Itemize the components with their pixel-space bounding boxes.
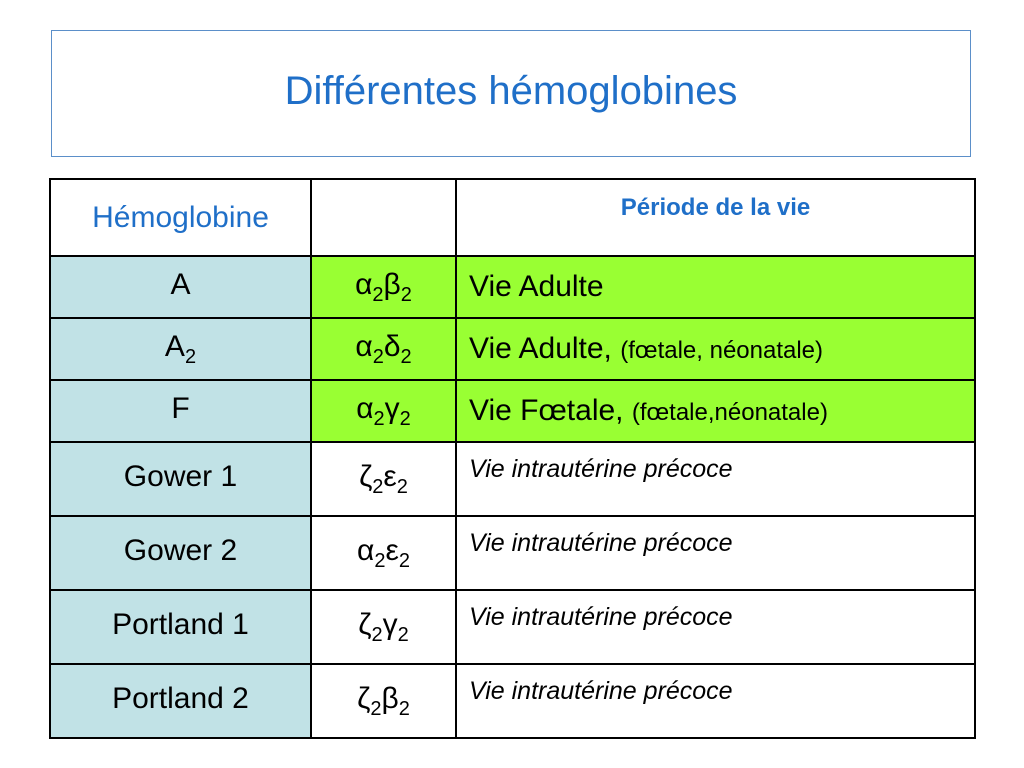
table-row xyxy=(50,664,975,738)
life-period: Vie Fœtale, (fœtale,néonatale) xyxy=(456,380,975,442)
hemoglobin-name: Portland 1 xyxy=(50,590,311,664)
life-period: Vie Adulte, (fœtale, néonatale) xyxy=(456,318,975,380)
hemoglobin-name: $A_2$ xyxy=(50,318,311,380)
globin-formula: $\alpha_2\gamma_2$ xyxy=(311,380,456,442)
header-empty xyxy=(311,179,456,256)
hemoglobin-name: Gower 2 xyxy=(50,516,311,590)
table-row xyxy=(50,256,975,318)
globin-formula: $\alpha_2\beta_2$ xyxy=(311,256,456,318)
life-period: Vie intrautérine précoce xyxy=(456,442,975,516)
table-row xyxy=(50,590,975,664)
globin-formula: $\alpha_2\delta_2$ xyxy=(311,318,456,380)
life-period: Vie intrautérine précoce xyxy=(456,664,975,738)
globin-formula: $\zeta_2\varepsilon_2$ xyxy=(311,442,456,516)
slide-title: Différentes hémoglobines xyxy=(284,69,738,113)
hemoglobin-name: A xyxy=(50,256,311,318)
life-period: Vie intrautérine précoce xyxy=(456,590,975,664)
hemoglobin-table xyxy=(49,178,976,739)
header-hemoglobine: Hémoglobine xyxy=(50,179,311,256)
table-header-row xyxy=(50,179,975,256)
table-row xyxy=(50,318,975,380)
life-period: Vie Adulte xyxy=(456,256,975,318)
globin-formula: $\zeta_2\beta_2$ xyxy=(311,664,456,738)
table-row xyxy=(50,380,975,442)
title-box xyxy=(51,30,971,157)
hemoglobin-name: Gower 1 xyxy=(50,442,311,516)
globin-formula: $\zeta_2\gamma_2$ xyxy=(311,590,456,664)
life-period: Vie intrautérine précoce xyxy=(456,516,975,590)
header-periode: Période de la vie xyxy=(456,179,975,256)
table-row xyxy=(50,442,975,516)
hemoglobin-name: Portland 2 xyxy=(50,664,311,738)
table-row xyxy=(50,516,975,590)
globin-formula: $\alpha_2\varepsilon_2$ xyxy=(311,516,456,590)
hemoglobin-name: F xyxy=(50,380,311,442)
